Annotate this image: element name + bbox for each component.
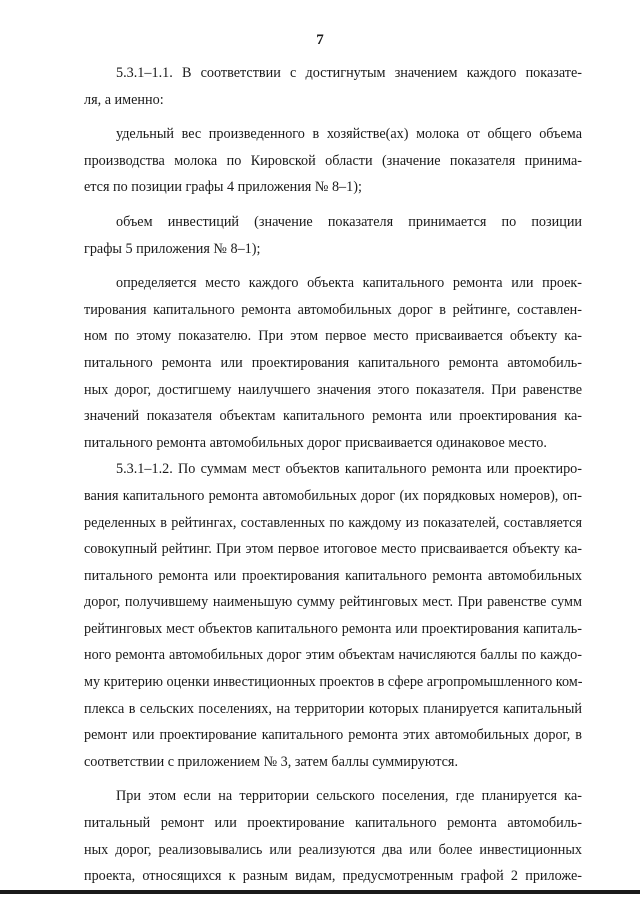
- text-line: соответствии с приложением № 3, затем баллы суммируются.: [84, 753, 459, 770]
- text-line: производства молока по Кировской области (значение показателя принима-: [84, 152, 582, 169]
- text-line: ного ремонта автомобильных дорог этим объектам начисляются баллы по каждо-: [84, 647, 582, 664]
- text-line: графы 5 приложения № 8–1);: [84, 240, 261, 257]
- text-line: ется по позиции графы 4 приложения № 8–1);: [84, 179, 362, 196]
- text-line: объем инвестиций (значение показателя принимается по позиции: [116, 213, 582, 230]
- text-line: питального ремонта или проектирования капитального ремонта автомобильных: [84, 567, 582, 584]
- text-line: питального ремонта автомобильных дорог присваивается одинаковое место.: [84, 434, 547, 451]
- text-line: тирования капитального ремонта автомобильных дорог в рейтинге, составлен-: [84, 301, 582, 318]
- text-line: совокупный рейтинг. При этом первое итоговое место присваивается объекту ка-: [84, 541, 582, 558]
- text-line: питального ремонта или проектирования капитального ремонта автомобиль-: [84, 354, 582, 371]
- text-line: питальный ремонт или проектирование капитального ремонта автомобиль-: [84, 815, 582, 832]
- text-line: ля, а именно:: [84, 91, 164, 108]
- text-line: ном по этому показателю. При этом первое место присваивается объекту ка-: [84, 328, 582, 345]
- text-line: определяется место каждого объекта капитального ремонта или проек-: [116, 275, 582, 292]
- text-line: ных дорог, реализовывались или реализуются два или более инвестиционных: [84, 841, 582, 858]
- text-line: При этом если на территории сельского поселения, где планируется ка-: [116, 788, 582, 805]
- text-line: 5.3.1–1.2. По суммам мест объектов капитального ремонта или проектиро-: [116, 461, 582, 478]
- text-line: удельный вес произведенного в хозяйстве(ах) молока от общего объема: [116, 126, 582, 143]
- bottom-rule: [0, 890, 640, 894]
- text-line: вания капитального ремонта автомобильных дорог (их порядковых номеров), оп-: [84, 487, 582, 504]
- text-line: ределенных в рейтингах, составленных по каждому из показателей, составляется: [84, 514, 582, 531]
- page-number: 7: [316, 32, 324, 48]
- text-line: ремонт или проектирование капитального ремонта этих автомобильных дорог, в: [84, 727, 582, 744]
- text-line: значений показателя объектам капитального ремонта или проектирования ка-: [84, 408, 582, 425]
- text-line: рейтинговых мест объектов капитального ремонта или проектирования капиталь-: [84, 620, 582, 637]
- text-line: дорог, получившему наименьшую сумму рейтинговых мест. При равенстве сумм: [84, 594, 582, 611]
- text-line: 5.3.1–1.1. В соответствии с достигнутым значением каждого показате-: [116, 65, 582, 81]
- text-line: плекса в сельских поселениях, на территории которых планируется капитальный: [84, 700, 582, 717]
- document-body: [84, 60, 582, 890]
- text-line: ных дорог, достигшему наилучшего значения этого показателя. При равенстве: [84, 381, 582, 398]
- text-line: проекта, относящихся к разным видам, предусмотренным графой 2 приложе-: [84, 868, 582, 885]
- text-line: му критерию оценки инвестиционных проектов в сфере агропромышленного ком-: [84, 674, 583, 691]
